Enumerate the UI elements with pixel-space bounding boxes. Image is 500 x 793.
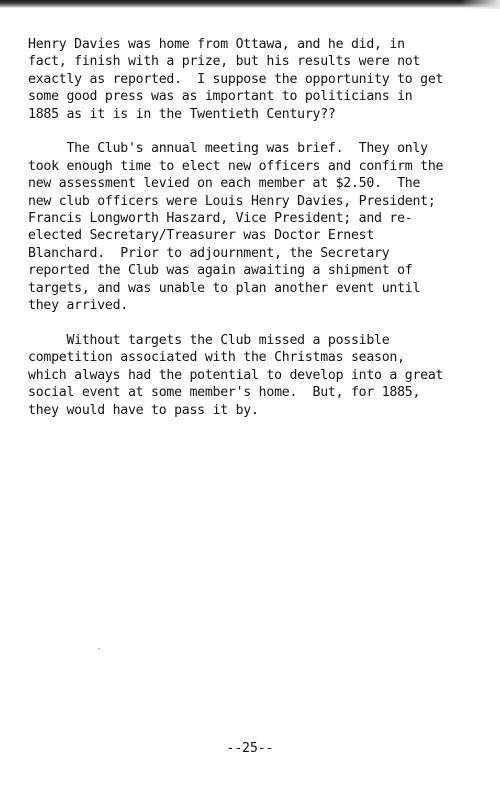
text-line: Francis Longworth Haszard, Vice President; and re-: [28, 211, 413, 227]
text-line: exactly as reported. I suppose the opportunity to get: [28, 71, 444, 87]
text-line: reported the Club was again awaiting a shipment of: [28, 263, 413, 279]
text-line: which always had the potential to develop into a great: [28, 367, 444, 383]
text-line: The Club's annual meeting was brief. They only: [28, 141, 428, 157]
text-line: took enough time to elect new officers and confirm the: [28, 158, 444, 174]
text-line: 1885 as it is in the Twentieth Century??: [28, 106, 336, 122]
page-number: --25--: [226, 741, 274, 756]
paragraph-christmas-season: [28, 332, 454, 419]
scan-speck: [98, 648, 100, 650]
scan-top-edge-fade: [460, 0, 500, 9]
text-line: new club officers were Louis Henry Davies, President;: [28, 193, 436, 209]
paragraph-henry-davies: [28, 36, 454, 123]
text-line: some good press was as important to politicians in: [28, 89, 413, 105]
text-line: targets, and was unable to plan another event until: [28, 280, 421, 296]
text-line: Blanchard. Prior to adjournment, the Secretary: [28, 245, 390, 261]
scan-top-edge: [0, 0, 500, 8]
text-line: they arrived.: [28, 298, 128, 314]
text-line: they would have to pass it by.: [28, 402, 259, 418]
text-line: new assessment levied on each member at $2.50. The: [28, 176, 421, 192]
text-line: elected Secretary/Treasurer was Doctor Ernest: [28, 228, 375, 244]
paragraph-annual-meeting: [28, 140, 454, 314]
document-body: [28, 36, 454, 436]
text-line: competition associated with the Christmas season,: [28, 350, 405, 366]
text-line: social event at some member's home. But, for 1885,: [28, 385, 421, 401]
text-line: Henry Davies was home from Ottawa, and he did, in: [28, 37, 405, 52]
text-line: Without targets the Club missed a possible: [28, 332, 390, 348]
text-line: fact, finish with a prize, but his results were not: [28, 54, 421, 70]
